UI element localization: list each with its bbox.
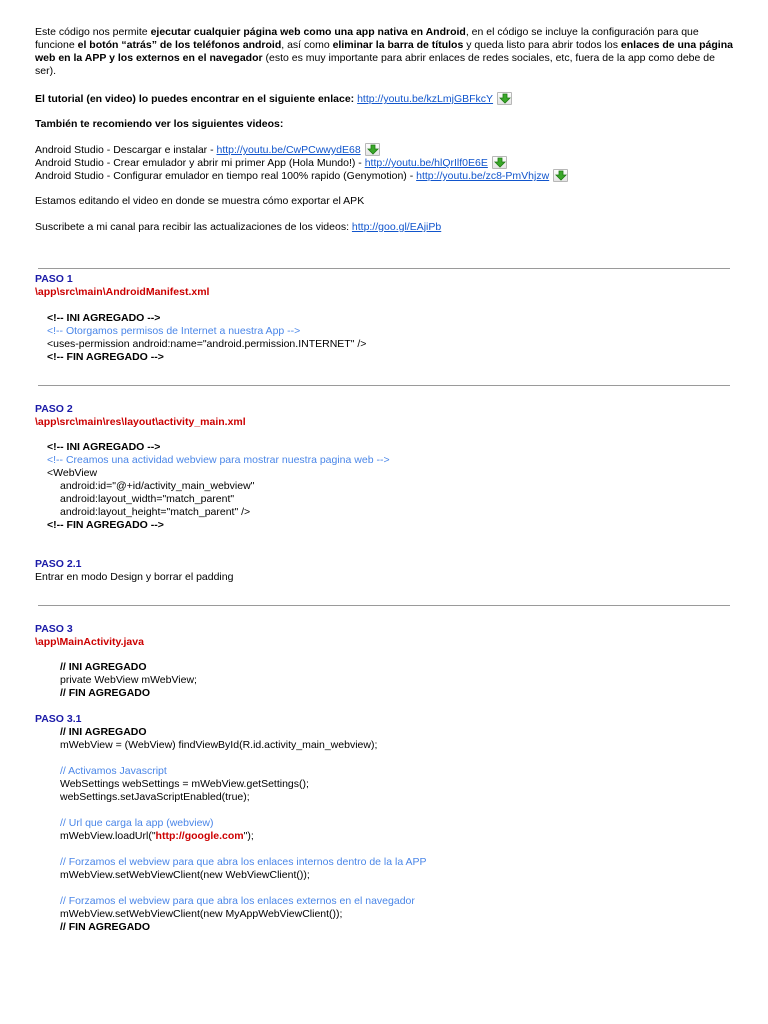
step-3-title: PASO 3 — [35, 623, 73, 635]
code-comment: // Activamos Javascript — [60, 765, 167, 777]
editing-note: Estamos editando el video en donde se muestra cómo exportar el APK — [35, 195, 365, 207]
step-1-title: PASO 1 — [35, 273, 73, 285]
code-comment: <!-- Creamos una actividad webview para mostrar nuestra pagina web --> — [47, 454, 390, 466]
code-line: // FIN AGREGADO — [60, 687, 151, 699]
divider — [38, 268, 730, 269]
download-arrow-icon[interactable] — [553, 169, 568, 182]
code-line: android:id="@+id/activity_main_webview" — [60, 480, 255, 492]
code-line: android:layout_width="match_parent" — [60, 493, 235, 505]
step-2-title: PASO 2 — [35, 403, 73, 415]
code-line: private WebView mWebView; — [60, 674, 197, 686]
code-line: android:layout_height="match_parent" /> — [60, 506, 251, 518]
video-link-3[interactable]: http://youtu.be/zc8-PmVhjzw — [416, 170, 550, 182]
code-line: <WebView — [47, 467, 98, 479]
code-line: WebSettings webSettings = mWebView.getSettings(); — [60, 778, 309, 790]
code-comment: // Forzamos el webview para que abra los enlaces internos dentro de la la APP — [60, 856, 427, 868]
intro-paragraph — [35, 26, 733, 78]
code-line: <!-- FIN AGREGADO --> — [47, 519, 164, 531]
tutorial-link[interactable]: http://youtu.be/kzLmjGBFkcY — [357, 93, 494, 105]
step-1-path: \app\src\main\AndroidManifest.xml — [35, 286, 210, 298]
code-line: mWebView.setWebViewClient(new WebViewClient()); — [60, 869, 310, 881]
video-link-2[interactable]: http://youtu.be/hlQrIlf0E6E — [364, 157, 488, 169]
code-line: mWebView.loadUrl("http://google.com"); — [60, 830, 254, 842]
divider — [38, 605, 730, 606]
step-3-path: \app\MainActivity.java — [35, 636, 144, 648]
code-line: // INI AGREGADO — [60, 661, 147, 673]
code-line: mWebView.setWebViewClient(new MyAppWebViewClient()); — [60, 908, 343, 920]
code-line: mWebView = (WebView) findViewById(R.id.activity_main_webview); — [60, 739, 378, 751]
code-line: // INI AGREGADO — [60, 726, 147, 738]
intro-text: , en el código se incluye la configuración para que funcione — [35, 26, 699, 51]
code-line: // FIN AGREGADO — [60, 921, 151, 933]
subscribe-link[interactable]: http://goo.gl/EAjiPb — [351, 221, 442, 233]
code-comment: <!-- Otorgamos permisos de Internet a nuestra App --> — [47, 325, 301, 337]
download-arrow-icon[interactable] — [497, 92, 512, 105]
intro-text: y queda listo para abrir todos los — [463, 39, 621, 51]
step-2-1-title: PASO 2.1 — [35, 558, 82, 570]
divider — [38, 385, 730, 386]
video-link-1[interactable]: http://youtu.be/CwPCwwydE68 — [216, 144, 361, 156]
intro-bold: eliminar la barra de títulos — [332, 39, 464, 51]
intro-text: Este código nos permite — [35, 26, 151, 38]
subscribe-line: Suscribete a mi canal para recibir las actualizaciones de los videos: http://goo.gl/EAjiPb — [35, 221, 442, 233]
intro-bold: el botón “atrás” de los teléfonos android — [77, 39, 282, 51]
code-line: <!-- FIN AGREGADO --> — [47, 351, 164, 363]
step-2-path: \app\src\main\res\layout\activity_main.xml — [35, 416, 246, 428]
code-comment: // Forzamos el webview para que abra los enlaces externos en el navegador — [60, 895, 415, 907]
intro-text: (esto es muy importante para abrir enlaces de redes sociales, etc, fuera de la app como debe de ser). — [35, 52, 715, 77]
code-line: <!-- INI AGREGADO --> — [47, 441, 161, 453]
tutorial-line — [35, 92, 735, 105]
code-comment: // Url que carga la app (webview) — [60, 817, 214, 829]
intro-bold: ejecutar cualquier página web como una app nativa en Android — [150, 26, 466, 38]
recommend-heading: También te recomiendo ver los siguientes videos: — [35, 118, 284, 130]
tutorial-label: El tutorial (en video) lo puedes encontrar en el siguiente enlace: — [35, 93, 358, 105]
video-item: Android Studio - Descargar e instalar - http://youtu.be/CwPCwwydE68 — [35, 143, 735, 156]
code-line: <uses-permission android:name="android.permission.INTERNET" /> — [47, 338, 367, 350]
video-item: Android Studio - Crear emulador y abrir mi primer App (Hola Mundo!) - http://youtu.be/hlQrIlf0E6E — [35, 156, 735, 169]
intro-bold: enlaces de una página web en la APP y los externos en el navegador — [35, 39, 733, 64]
intro-text: , así como — [281, 39, 333, 51]
load-url-value: http://google.com — [155, 830, 244, 842]
download-arrow-icon[interactable] — [492, 156, 507, 169]
code-line: webSettings.setJavaScriptEnabled(true); — [60, 791, 250, 803]
video-item: Android Studio - Configurar emulador en tiempo real 100% rapido (Genymotion) - http://youtu.be/zc8-PmVhjzw — [35, 169, 735, 182]
step-2-1-text: Entrar en modo Design y borrar el padding — [35, 571, 234, 583]
code-line: <!-- INI AGREGADO --> — [47, 312, 161, 324]
download-arrow-icon[interactable] — [365, 143, 380, 156]
step-3-1-title: PASO 3.1 — [35, 713, 82, 725]
